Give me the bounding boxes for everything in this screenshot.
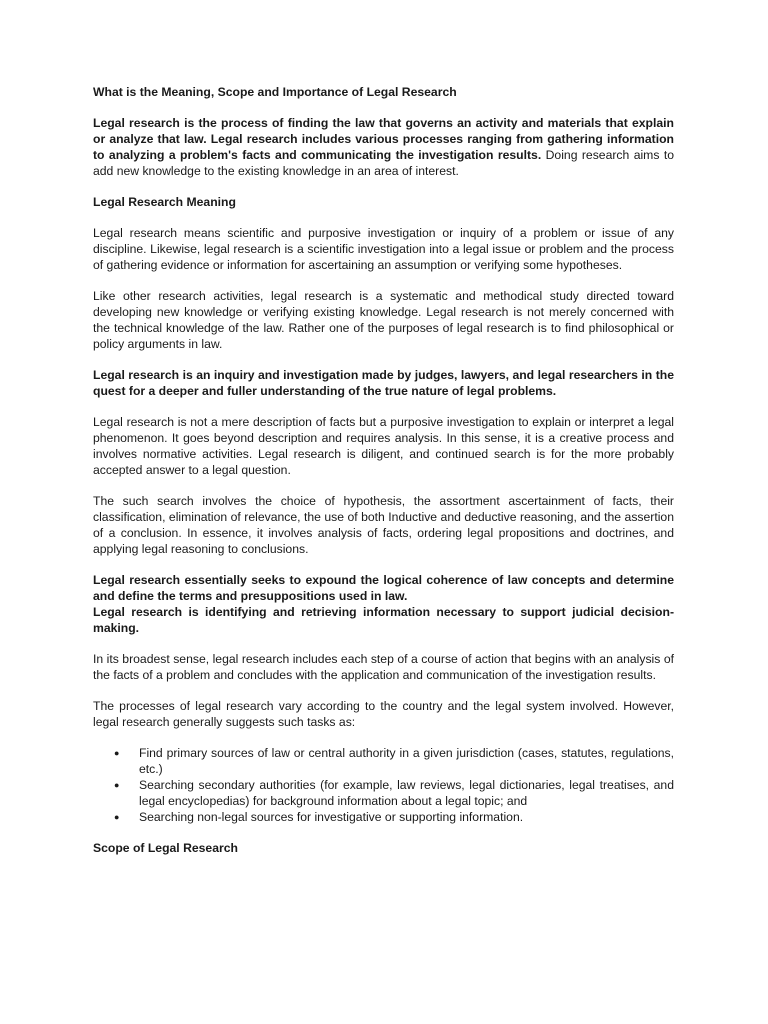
section-heading-scope: Scope of Legal Research xyxy=(93,841,238,855)
bullet-icon: ● xyxy=(114,812,120,822)
paragraph-broadest: In its broadest sense, legal research includes each step of a course of action that begins with an analysis of the facts of a problem and concludes with the application and communication of the investigation results. xyxy=(93,652,674,682)
list-item-text: Find primary sources of law or central authority in a given jurisdiction (cases, statutes, regulations, etc.) xyxy=(139,746,674,776)
paragraph-description: Legal research is not a mere description of facts but a purposive investigation to explain or interpret a legal phenomenon. It goes beyond description and requires analysis. In this sense, it is a creative process and involves normative activities. Legal research is diligent, and continued search is for the more probably accepted answer to a legal question. xyxy=(93,415,674,477)
paragraph-expound-bold: Legal research essentially seeks to expound the logical coherence of law concepts and determine and define the terms and presuppositions used in law. xyxy=(93,573,674,603)
paragraph-identifying-bold: Legal research is identifying and retrieving information necessary to support judicial decision-making. xyxy=(93,605,674,635)
tasks-bullet-list xyxy=(93,745,674,825)
paragraph-processes: The processes of legal research vary according to the country and the legal system involved. However, legal research generally suggests such tasks as: xyxy=(93,699,674,729)
paragraph-meaning-1: Legal research means scientific and purposive investigation or inquiry of a problem or issue of any discipline. Likewise, legal research is a scientific investigation into a legal issue or problem and the process of gathering evidence or information for ascertaining an assumption or verifying some hypotheses. xyxy=(93,226,674,272)
paragraph-meaning-2: Like other research activities, legal research is a systematic and methodical study directed toward developing new knowledge or verifying existing knowledge. Legal research is not merely concerned with the technical knowledge of the law. Rather one of the purposes of legal research is to find philosophical or policy arguments in law. xyxy=(93,289,674,351)
intro-normal-text: Doing research aims to add new knowledge to the existing knowledge in an area of interest. xyxy=(93,148,675,178)
document-page xyxy=(93,84,674,871)
list-item-text: Searching secondary authorities (for example, law reviews, legal dictionaries, legal treatises, and legal encyclopedias) for background information about a legal topic; and xyxy=(139,778,674,808)
intro-bold-text: Legal research is the process of finding the law that governs an activity and materials that explain or analyze that law. Legal research includes various processes ranging from gathering information to analyzing a problem's facts and communicating the investigation results. xyxy=(93,116,674,162)
bullet-icon: ● xyxy=(114,748,120,758)
paragraph-search: The such search involves the choice of hypothesis, the assortment ascertainment of facts, their classification, elimination of relevance, the use of both Inductive and deductive reasoning, and the assertion of a conclusion. In essence, it involves analysis of facts, ordering legal propositions and doctrines, and applying legal reasoning to conclusions. xyxy=(93,494,674,556)
list-item xyxy=(114,745,674,777)
section-heading-meaning: Legal Research Meaning xyxy=(93,195,236,209)
list-item-text: Searching non-legal sources for investigative or supporting information. xyxy=(139,810,524,824)
paragraph-inquiry-bold: Legal research is an inquiry and investigation made by judges, lawyers, and legal researchers in the quest for a deeper and fuller understanding of the true nature of legal problems. xyxy=(93,368,674,398)
intro-paragraph xyxy=(93,115,674,179)
document-title: What is the Meaning, Scope and Importance of Legal Research xyxy=(93,85,457,99)
bullet-icon: ● xyxy=(114,780,120,790)
list-item xyxy=(114,809,674,825)
list-item xyxy=(114,777,674,809)
